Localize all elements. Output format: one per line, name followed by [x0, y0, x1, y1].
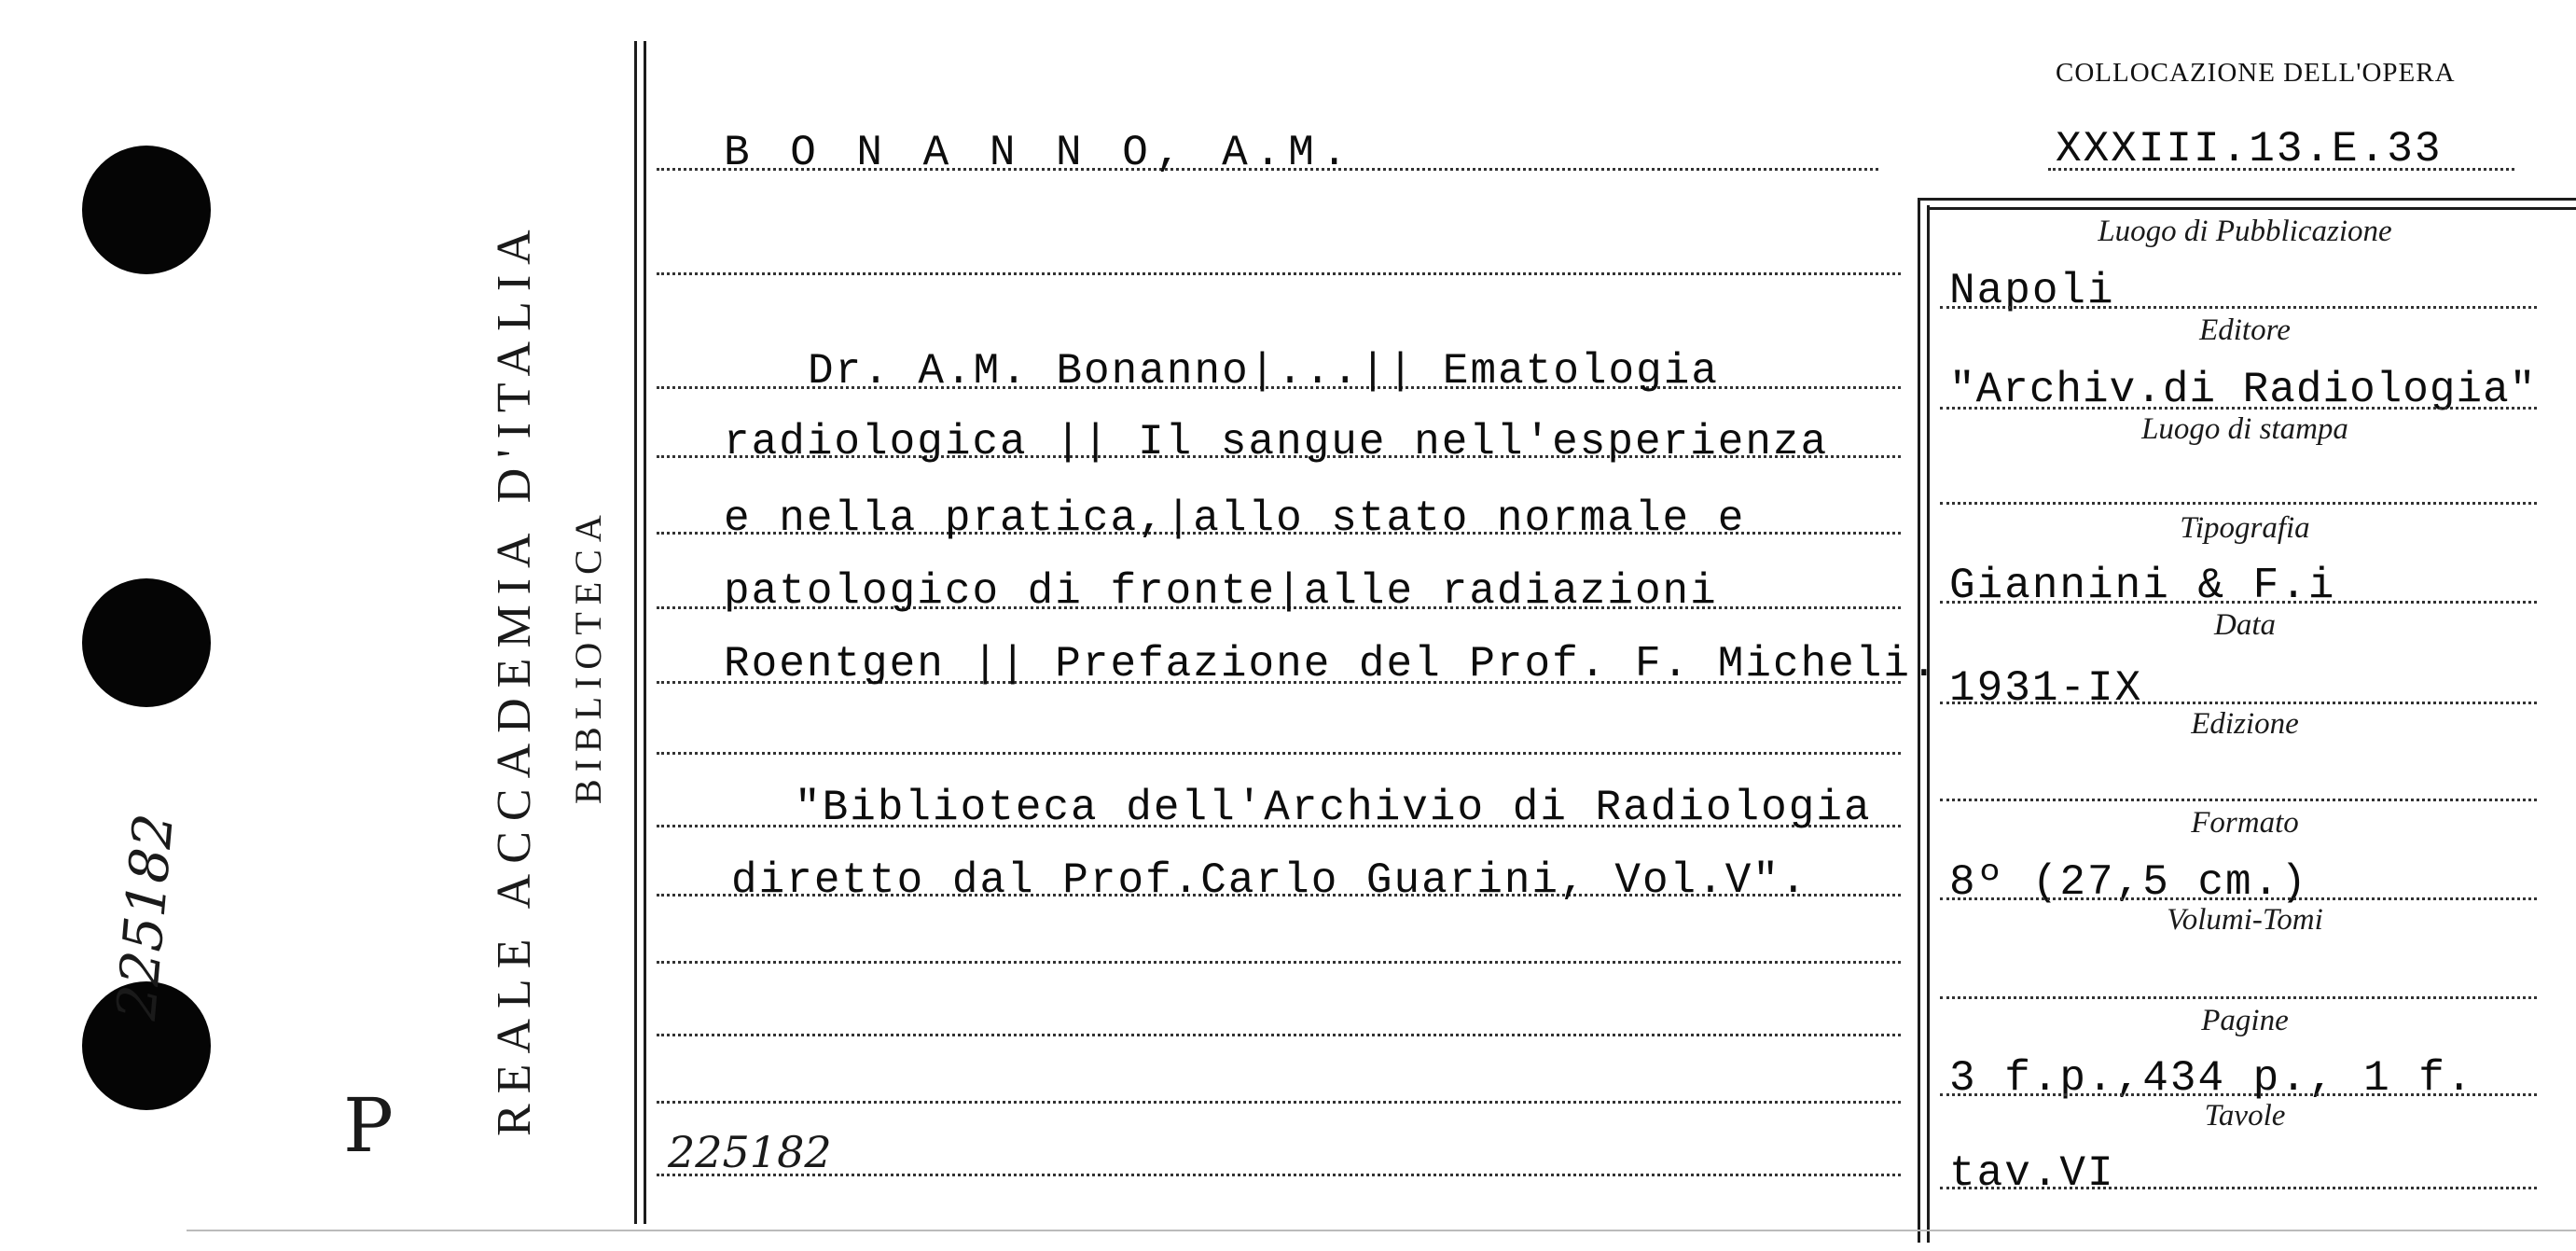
tipografia-value: Giannini & F.i — [1949, 562, 2336, 610]
luogo-pubblicazione-label: Luogo di Pubblicazione — [2098, 215, 2392, 248]
collocation-label: COLLOCAZIONE DELL'OPERA — [2056, 58, 2456, 88]
luogo-stampa-line — [1940, 502, 2537, 505]
description-line-5: Roentgen || Prefazione del Prof. F. Micheli. — [724, 640, 1939, 688]
card-bottom-edge — [187, 1230, 2576, 1231]
formato-label: Formato — [2191, 806, 2299, 840]
right-panel-rule-inner — [1927, 205, 1930, 1243]
body-line-10 — [657, 961, 1901, 964]
body-line-11 — [657, 1034, 1901, 1036]
editore-line — [1940, 407, 2537, 410]
description-line-1: Dr. A.M. Bonanno|...|| Ematologia — [808, 347, 1719, 396]
edizione-label: Edizione — [2191, 707, 2299, 741]
left-rule-outer — [634, 41, 637, 1224]
inventory-number: 225182 — [668, 1127, 832, 1177]
margin-inventory-number: 225182 — [104, 811, 187, 1022]
edizione-line — [1940, 799, 2537, 801]
right-panel-top-rule-inner — [1927, 207, 2576, 210]
description-line-4: patologico di fronte|alle radiazioni — [724, 567, 1718, 616]
luogo-pubblicazione-value: Napoli — [1949, 267, 2115, 315]
author-name: B O N A N N O, A.M. — [724, 129, 1355, 177]
institution-heading: REALE ACCADEMIA D'ITALIA — [488, 219, 541, 1136]
tavole-value: tav.VI — [1949, 1149, 2115, 1198]
tipografia-line — [1940, 601, 2537, 604]
volumi-tomi-line — [1940, 996, 2537, 999]
data-label: Data — [2214, 608, 2276, 642]
description-line-2: radiologica || Il sangue nell'esperienza — [724, 418, 1829, 466]
luogo-stampa-label: Luogo di stampa — [2141, 412, 2348, 446]
formato-value: 8º (27,5 cm.) — [1949, 858, 2308, 907]
data-line — [1940, 702, 2537, 704]
pagine-value: 3 f.p.,434 p., 1 f. — [1949, 1054, 2474, 1103]
library-heading: BIBLIOTECA — [567, 507, 609, 804]
volumi-tomi-label: Volumi-Tomi — [2167, 903, 2323, 937]
editore-label: Editore — [2199, 313, 2291, 347]
left-rule-inner — [644, 41, 646, 1224]
margin-letter: P — [343, 1082, 394, 1169]
body-line-12 — [657, 1101, 1901, 1104]
collocation-value: XXXIII.13.E.33 — [2056, 125, 2443, 174]
punch-hole-top — [82, 146, 211, 274]
body-line-13 — [657, 1174, 1901, 1176]
body-line-1 — [657, 272, 1901, 275]
pagine-line — [1940, 1093, 2537, 1096]
tipografia-label: Tipografia — [2180, 511, 2310, 545]
punch-hole-middle — [82, 578, 211, 707]
editore-value: "Archiv.di Radiologia" — [1949, 366, 2537, 414]
series-line-1: "Biblioteca dell'Archivio di Radiologia — [795, 784, 1872, 832]
description-line-3: e nella pratica,|allo stato normale e — [724, 494, 1746, 543]
body-line-7 — [657, 752, 1901, 755]
luogo-pubblicazione-line — [1940, 306, 2537, 309]
pagine-label: Pagine — [2201, 1004, 2289, 1037]
data-value: 1931-IX — [1949, 664, 2143, 713]
tavole-line — [1940, 1187, 2537, 1189]
series-line-2: diretto dal Prof.Carlo Guarini, Vol.V". — [731, 856, 1808, 905]
right-panel-rule-outer — [1918, 198, 1920, 1243]
formato-line — [1940, 897, 2537, 900]
right-panel-top-rule-outer — [1918, 198, 2576, 201]
collocation-line — [2048, 168, 2514, 171]
tavole-label: Tavole — [2204, 1099, 2286, 1133]
